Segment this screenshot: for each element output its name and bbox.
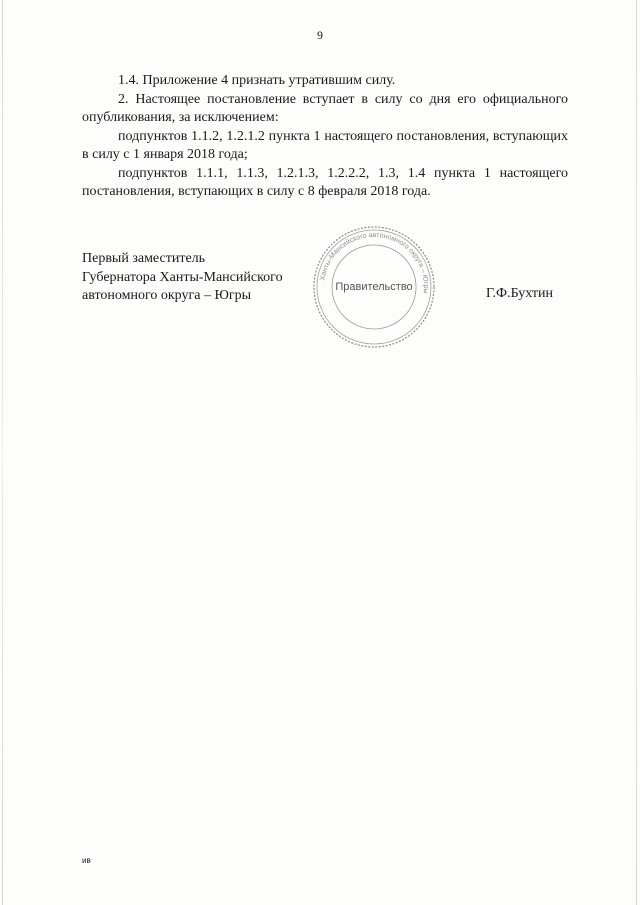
paragraph-exception-2: подпунктов 1.1.1, 1.1.3, 1.2.1.3, 1.2.2.2, 1.3, 1.4 пункта 1 настоящего постановления, вступающих в силу с 8 февраля 2018 года. xyxy=(82,165,568,199)
seal-ring-text: Ханты-Мансийского автономного округа – Югры xyxy=(319,231,430,294)
signatory-title-line: автономного округа – Югры xyxy=(82,288,251,303)
scan-edge-right xyxy=(636,0,637,905)
paragraph-2: 2. Настоящее постановление вступает в силу со дня его официального опубликования, за исключением: xyxy=(82,91,568,125)
signatory-title-line: Первый заместитель xyxy=(82,251,206,266)
seal-center-text: Правительство xyxy=(335,281,413,293)
paragraph-exception-1: подпунктов 1.1.2, 1.2.1.2 пункта 1 настоящего постановления, вступающих в силу с 1 января 2018 года; xyxy=(82,128,568,162)
official-seal-stamp xyxy=(310,223,438,351)
paragraph-1-4: 1.4. Приложение 4 признать утратившим силу. xyxy=(118,73,396,88)
signatory-title xyxy=(82,250,283,306)
signatory-title-line: Губернатора Ханты-Мансийского xyxy=(82,269,283,285)
page-number: 9 xyxy=(317,28,323,42)
document-body xyxy=(82,72,568,202)
signatory-name: Г.Ф.Бухтин xyxy=(486,286,554,301)
scan-edge-left xyxy=(2,0,3,905)
executor-initials: ив xyxy=(82,856,91,865)
